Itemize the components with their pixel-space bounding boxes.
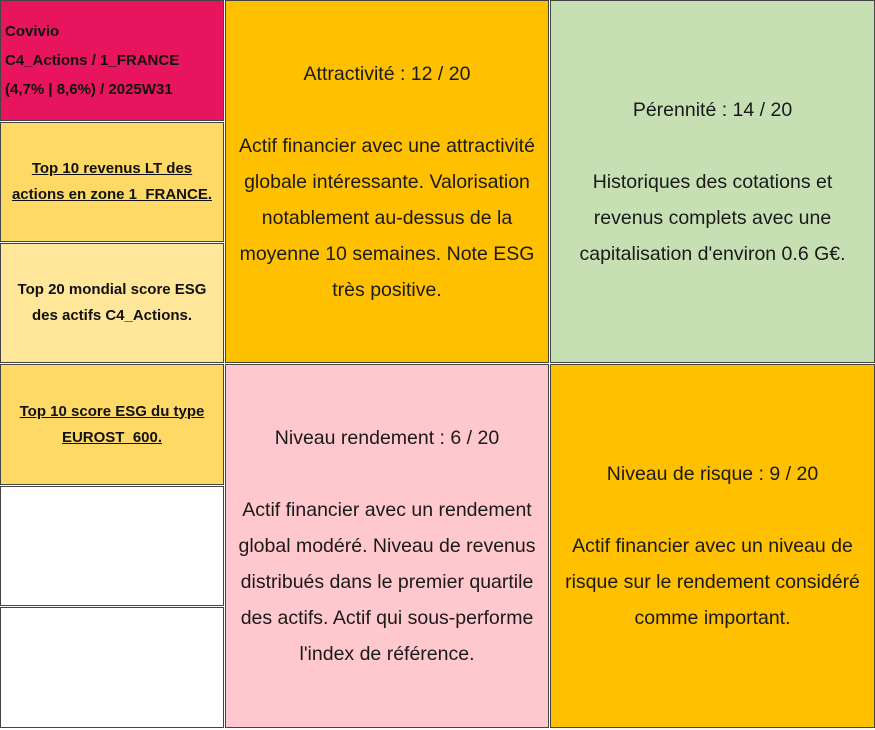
tag-top10-esg-type-label[interactable]: Top 10 score ESG du type EUROST_600. [19, 402, 205, 446]
asset-category: C4_Actions / 1_FRANCE [5, 52, 180, 69]
risque-description: Actif financier avec un niveau de risque sur le rendement considéré comme important. [565, 535, 860, 629]
tag-top20-esg-label: Top 20 mondial score ESG des actifs C4_Actions. [17, 281, 207, 324]
tag-top10-esg-type[interactable] [0, 364, 224, 485]
asset-header [0, 0, 224, 121]
tag-top10-revenus-label[interactable]: Top 10 revenus LT des actions en zone 1_FRANCE. [11, 160, 213, 203]
score-perennite [550, 0, 875, 363]
asset-name: Covivio [5, 23, 60, 40]
tag-top20-esg [0, 243, 224, 363]
empty-cell-2 [0, 607, 224, 728]
risque-title: Niveau de risque : 9 / 20 [606, 463, 819, 485]
rendement-description: Actif financier avec un rendement global modéré. Niveau de revenus distribués dans le premier quartile des actifs. Actif qui sous-performe l'index de référence. [238, 499, 536, 665]
attractivite-title: Attractivité : 12 / 20 [303, 62, 471, 85]
score-attractivite [225, 0, 549, 363]
perennite-description: Historiques des cotations et revenus complets avec une capitalisation d'environ 0.6 G€. [579, 170, 846, 265]
perennite-title: Pérennité : 14 / 20 [632, 98, 793, 121]
asset-stats: (4,7% | 8,6%) / 2025W31 [5, 81, 173, 98]
score-rendement [225, 364, 549, 728]
rendement-title: Niveau rendement : 6 / 20 [274, 427, 500, 449]
tag-top10-revenus[interactable] [0, 122, 224, 242]
attractivite-description: Actif financier avec une attractivité globale intéressante. Valorisation notablement au-dessus de la moyenne 10 semaines. Note ESG très positive. [239, 134, 535, 301]
score-risque [550, 364, 875, 728]
empty-cell-1 [0, 486, 224, 606]
